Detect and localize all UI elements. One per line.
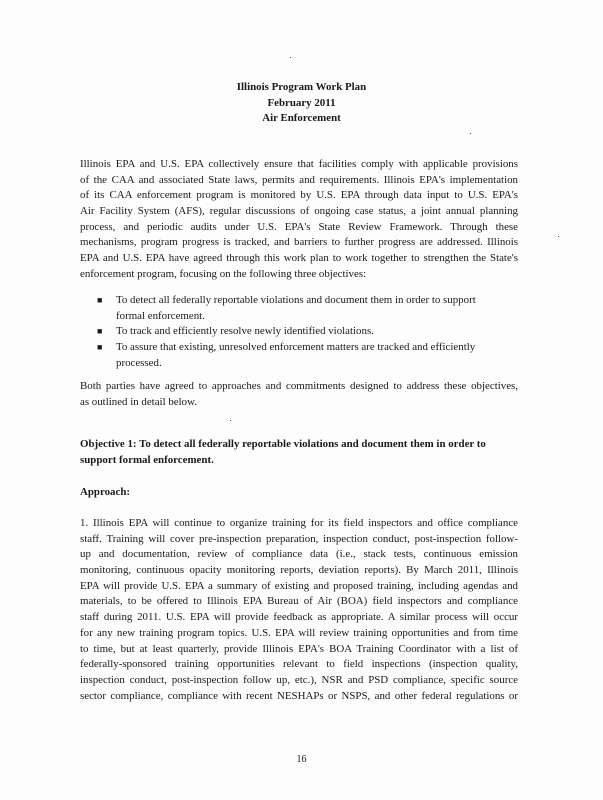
approach-line: federally-sponsored training opportunities relevant to field inspections (inspection quality, [80, 658, 518, 671]
scan-speck [470, 133, 471, 134]
approach-line: monitoring, continuous opacity monitoring reports, deviation reports). By March 2011, Illinois [80, 564, 518, 577]
approach-line: to time, but at least quarterly, provide Illinois EPA's BOA Training Coordinator with a list of [80, 642, 518, 655]
objective-heading-line: Objective 1: To detect all federally reportable violations and document them in order to [80, 438, 486, 450]
document-date: February 2011 [267, 96, 336, 109]
document-title: Illinois Program Work Plan [236, 81, 367, 93]
intro-line: mechanisms, program progress is tracked, and barriers to further progress are addressed. Illinois [80, 236, 518, 249]
intro-line: Illinois EPA and U.S. EPA collectively ensure that facilities comply with applicable provisions [80, 158, 518, 170]
approach-line: staff during 2011. U.S. EPA will provide feedback as appropriate. A similar process will occur [80, 611, 518, 624]
approach-line: sector compliance, compliance with recent NESHAPs or NSPS, and other federal regulations or [80, 689, 518, 702]
intro-line: of its CAA enforcement program is monitored by U.S. EPA through data input to U.S. EPA's [80, 189, 518, 202]
objective-1-heading [80, 437, 520, 468]
objectives-list [80, 293, 520, 371]
scan-speck [558, 236, 559, 237]
list-item-line: processed. [116, 356, 162, 369]
list-item [80, 324, 520, 340]
intro-paragraph [80, 157, 518, 283]
intro-line: of the CAA and associated State laws, permits and requirements. Illinois EPA's implementation [80, 173, 518, 186]
document-subtitle: Air Enforcement [262, 112, 341, 124]
approach-line: EPA will provide U.S. EPA a summary of existing and proposed training, including agendas and [80, 579, 518, 592]
bullet-icon: ■ [97, 295, 103, 305]
approach-line: up and documentation, review of compliance data (i.e., stack tests, continuous emission [80, 548, 518, 561]
intro-line: enforcement program, focusing on the following three objectives: [80, 267, 367, 280]
agreement-paragraph [80, 379, 518, 410]
objective-heading-line: support formal enforcement. [80, 453, 214, 466]
intro-line: Air Facility System (AFS), regular discussions of ongoing case status, a joint annual planning [80, 205, 518, 218]
approach-line: inspection conduct, post-inspection follow up, etc.), NSR and PSD compliance, specific source [80, 673, 518, 686]
approach-heading-text: Approach: [80, 486, 131, 498]
approach-line: for any new training program topics. U.S. EPA will review training opportunities and from time [80, 626, 518, 639]
approach-line: 1. Illinois EPA will continue to organize training for its field inspectors and office compliance [80, 517, 518, 529]
list-item-line: To track and efficiently resolve newly identified violations. [116, 325, 374, 338]
page-number: 16 [296, 754, 307, 765]
approach-paragraph [80, 516, 518, 704]
scan-speck [290, 57, 291, 58]
agreement-line: Both parties have agreed to approaches and commitments designed to address these objectives, [80, 380, 518, 392]
intro-line: EPA and U.S. EPA have agreed through this work plan to work together to strengthen the State's [80, 252, 518, 265]
approach-heading [80, 485, 520, 501]
list-item [80, 340, 520, 371]
bullet-icon: ■ [97, 342, 103, 353]
bullet-icon: ■ [97, 326, 103, 337]
agreement-line: as outlined in detail below. [80, 395, 197, 408]
list-item [80, 293, 520, 324]
approach-line: materials, to be offered to Illinois EPA Bureau of Air (BOA) field inspectors and compliance [80, 595, 518, 608]
approach-line: staff. Training will cover pre-inspection preparation, inspection conduct, post-inspection follow- [80, 532, 518, 545]
list-item-line: To detect all federally reportable violations and document them in order to support [116, 294, 476, 306]
intro-line: process, and periodic audits under U.S. EPA's State Review Framework. Through these [80, 220, 518, 233]
title-block [0, 80, 603, 127]
list-item-line: To assure that existing, unresolved enforcement matters are tracked and efficiently [116, 341, 476, 354]
scan-speck [230, 420, 231, 421]
list-item-line: formal enforcement. [116, 309, 205, 322]
